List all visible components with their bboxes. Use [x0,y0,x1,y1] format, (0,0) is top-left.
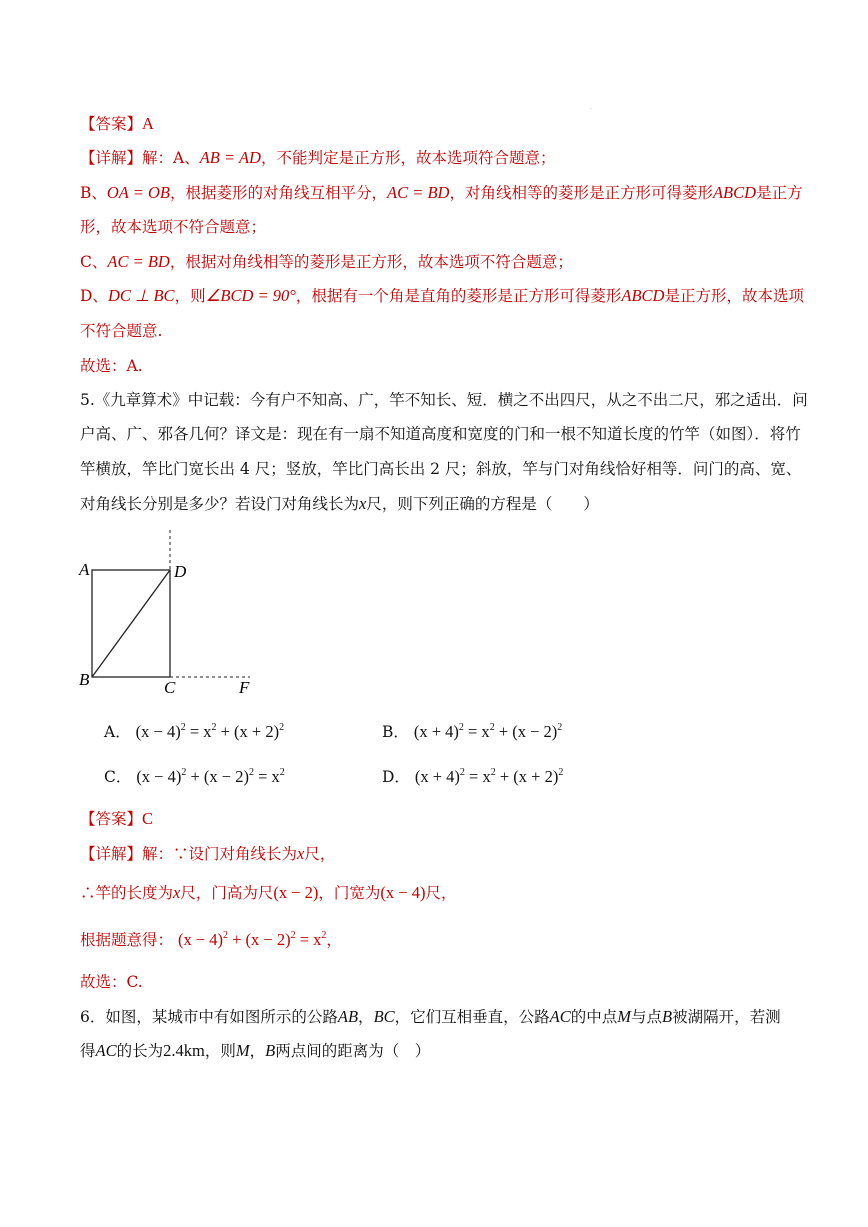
door-diagonal [92,570,170,677]
q5-answer: 【答案】C [80,809,154,828]
q5-stem-line1: 5.《九章算术》中记载：今有户不知高、广，竿不知长、短．横之不出四尺，从之不出二尺，邪之适出．问 [80,391,808,409]
q4-detail-line1: 【详解】解：A、AB = AD，不能判定是正方形，故本选项符合题意； [80,148,556,167]
detail-label: 【详解】 [80,149,143,167]
label-A: A [79,560,90,579]
answer-value: A [142,114,154,133]
q6-stem-line1: 6．如图，某城市中有如图所示的公路AB，BC，它们互相垂直，公路AC的中点M与点B被湖隔开，若测 [80,1007,781,1026]
q5-stem-line3: 竿横放，竿比门宽长出 4 尺；竖放，竿比门高长出 2 尺；斜放，竿与门对角线恰好相等．问门的高、宽、 [80,460,802,478]
q5-stem-line4: 对角线长分别是多少？若设门对角线长为x尺，则下列正确的方程是（ ） [80,494,599,513]
door-figure [70,525,270,700]
q4-detail-line3: 形，故本选项不符合题意； [80,218,267,236]
option-A[interactable]: A． $(x - 4)^2 = x^2 + (x + 2)^2$ [104,722,285,741]
q5-detail-line3: 根据题意得： $(x - 4)^2 + (x - 2)^2 = x^2$， [80,930,342,949]
q4-detail-line4: C、AC = BD，根据对角线相等的菱形是正方形，故本选项不符合题意； [80,252,573,271]
option-D[interactable]: D． $(x + 4)^2 = x^2 + (x + 2)^2$ [382,767,564,786]
label-C: C [164,678,176,697]
q5-detail-line2: ∴竿的长度为x尺，门高为尺(x − 2)，门宽为(x − 4)尺， [80,883,457,902]
q4-choose: 故选：A. [80,357,143,375]
answer-label: 【答案】 [80,115,143,133]
option-C[interactable]: C． $(x - 4)^2 + (x - 2)^2 = x^2$ [104,767,285,786]
q4-answer [80,114,154,134]
label-D: D [174,562,187,581]
q6-stem-line2: 得AC的长为2.4km，则M，B两点间的距离为（ ） [80,1041,431,1060]
q4-detail-line5: D、DC ⊥ BC，则∠BCD = 90°，根据有一个角是直角的菱形是正方形可得菱形ABCD是正方形，故本选项 [80,286,804,305]
q5-stem-line2: 户高、广、邪各几何？译文是：现在有一扇不知道高度和宽度的门和一根不知道长度的竹竿（如图）．将竹 [80,425,801,443]
q4-detail-line2: B、OA = OB，根据菱形的对角线互相平分，AC = BD，对角线相等的菱形是正方形可得菱形ABCD是正方 [80,183,803,202]
label-B: B [79,670,90,689]
scan-dot: · [590,106,592,113]
q5-detail-line1: 【详解】解：∵设门对角线长为x尺， [80,844,336,863]
option-B[interactable]: B． $(x + 4)^2 = x^2 + (x - 2)^2$ [382,722,563,741]
q4-detail-line6: 不符合题意. [80,322,163,340]
q5-choose: 故选：C. [80,973,143,991]
label-F: F [239,678,250,697]
